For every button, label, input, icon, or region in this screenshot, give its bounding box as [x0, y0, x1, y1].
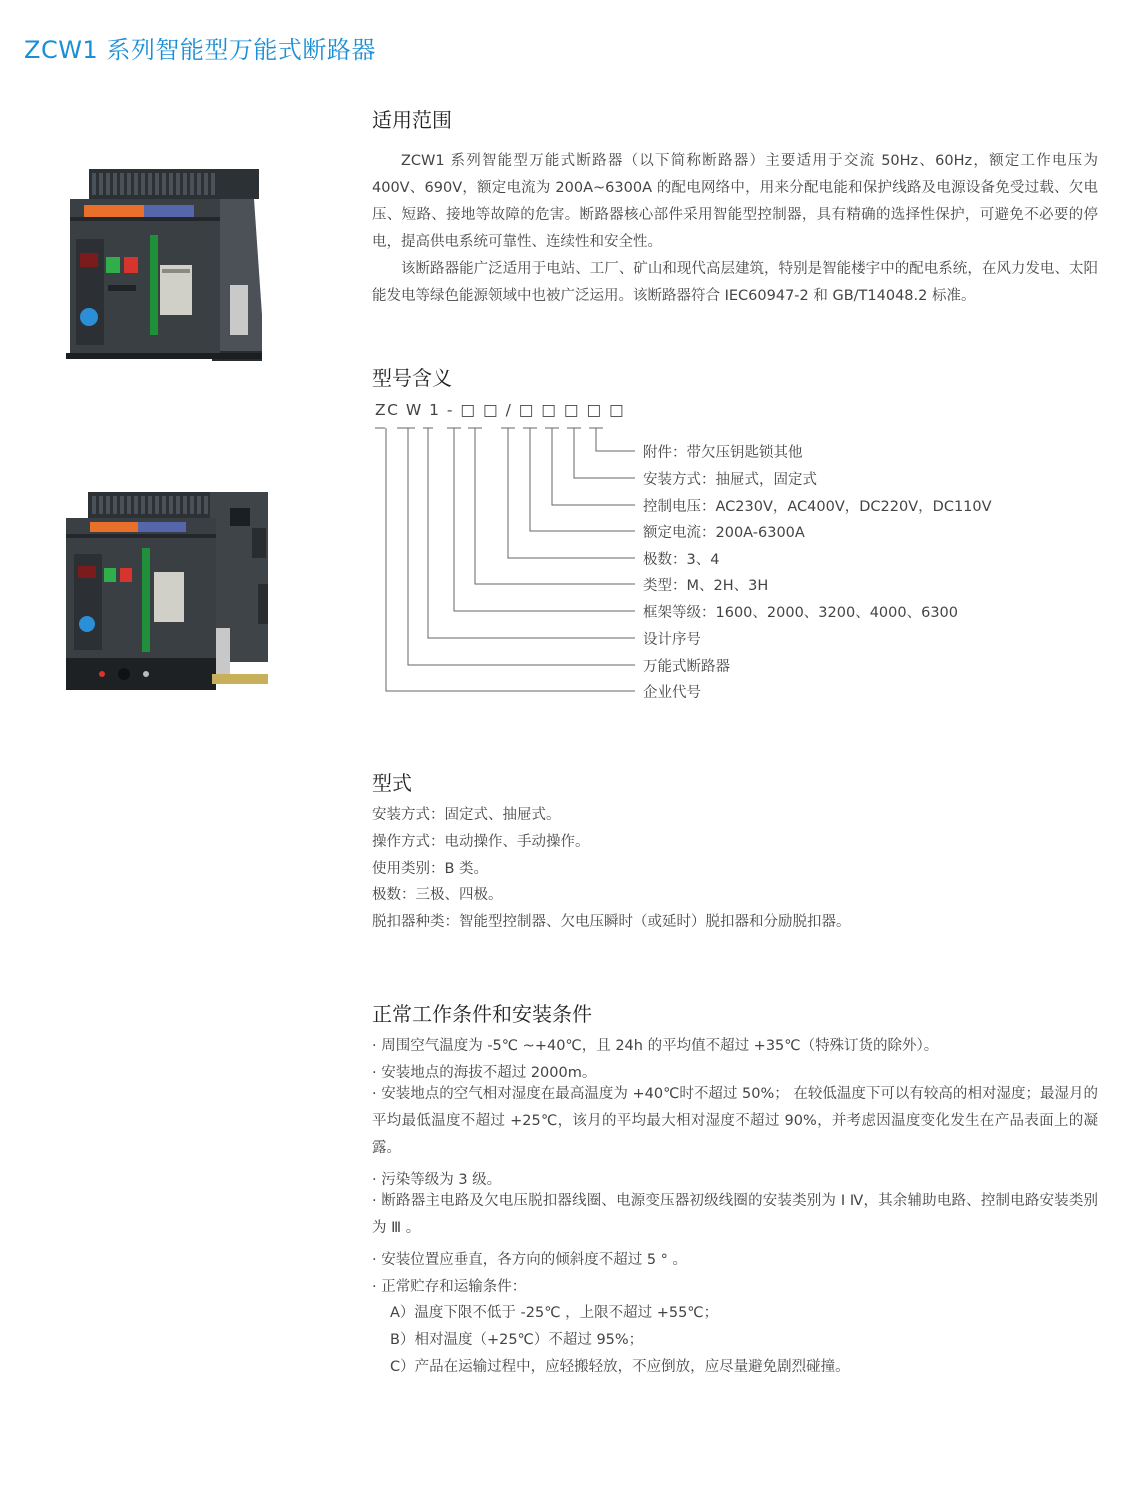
model-label-rated-current: 额定电流：200A-6300A: [643, 525, 805, 541]
condition-altitude: · 安装地点的海拔不超过 2000m。: [372, 1065, 597, 1081]
condition-installation-category: · 断路器主电路及欠电压脱扣器线圈、电源变压器初级线圈的安装类别为 I Ⅳ，其余辅助电路、控制电路安装类别为 Ⅲ 。: [372, 1193, 1098, 1236]
type-line-category: 使用类别：B 类。: [372, 861, 489, 877]
model-label-control-voltage: 控制电压：AC230V，AC400V，DC220V，DC110V: [643, 499, 992, 515]
model-code: ZC W 1 - □ □ / □ □ □ □ □: [375, 401, 626, 419]
type-line-mounting: 安装方式：固定式、抽屉式。: [372, 807, 561, 823]
model-label-poles: 极数：3、4: [643, 552, 720, 568]
condition-storage-a: A）温度下限不低于 -25℃ ，上限不超过 +55℃；: [390, 1305, 719, 1321]
condition-storage-c: C）产品在运输过程中，应轻搬轻放，不应倒放，应尽量避免剧烈碰撞。: [390, 1359, 850, 1375]
condition-pollution: · 污染等级为 3 级。: [372, 1172, 502, 1188]
model-label-accessory: 附件：带欠压钥匙锁其他: [643, 445, 803, 461]
scope-paragraph-2: 该断路器能广泛适用于电站、工厂、矿山和现代高层建筑，特别是智能楼宇中的配电系统，在风力发电、太阳能发电等绿色能源领域中也被广泛运用。该断路器符合 IEC60947-2 和 GB/T14048.2 标准。: [372, 261, 1098, 304]
scope-paragraph-1: ZCW1 系列智能型万能式断路器（以下简称断路器）主要适用于交流 50Hz、60Hz，额定工作电压为 400V、690V，额定电流为 200A~6300A 的配电网络中，用来分配电能和保护线路及电源设备免受过载、欠电压、短路、接地等故障的危害。断路器核心部件采用智能型控制器，具有精确的选择性保护，可避免不必要的停电，提高供电系统可靠性、连续性和安全性。: [372, 153, 1098, 250]
breaker-photo-top: [62, 165, 267, 377]
type-line-release: 脱扣器种类：智能型控制器、欠电压瞬时（或延时）脱扣器和分励脱扣器。: [372, 914, 851, 930]
type-heading: 型式: [372, 771, 412, 795]
model-label-type: 类型：M、2H、3H: [643, 578, 769, 594]
page-title: ZCW1 系列智能型万能式断路器: [24, 36, 376, 64]
condition-humidity: · 安装地点的空气相对湿度在最高温度为 +40℃时不超过 50%； 在较低温度下可以有较高的相对湿度；最湿月的平均最低温度不超过 +25℃，该月的平均最大相对湿度不超过 90%，并考虑因温度变化发生在产品表面上的凝露。: [372, 1086, 1098, 1156]
breaker-photo-bottom: [62, 488, 274, 696]
condition-vertical: · 安装位置应垂直，各方向的倾斜度不超过 5 ° 。: [372, 1252, 688, 1268]
model-label-breaker: 万能式断路器: [643, 659, 730, 675]
type-line-operation: 操作方式：电动操作、手动操作。: [372, 834, 590, 850]
conditions-heading: 正常工作条件和安装条件: [372, 1002, 592, 1026]
model-label-company-code: 企业代号: [643, 685, 701, 701]
type-line-poles: 极数：三极、四极。: [372, 887, 503, 903]
model-heading: 型号含义: [372, 366, 452, 390]
condition-storage: · 正常贮存和运输条件：: [372, 1279, 527, 1295]
model-label-frame-grade: 框架等级：1600、2000、3200、4000、6300: [643, 605, 959, 621]
model-label-mounting: 安装方式：抽屉式，固定式: [643, 472, 817, 488]
model-leader-lines: [370, 420, 640, 700]
condition-temperature: · 周围空气温度为 -5℃ ~+40℃，且 24h 的平均值不超过 +35℃（特殊订货的除外）。: [372, 1038, 939, 1054]
condition-storage-b: B）相对温度（+25℃）不超过 95%；: [390, 1332, 644, 1348]
model-label-design-serial: 设计序号: [643, 632, 701, 648]
scope-heading: 适用范围: [372, 108, 452, 132]
